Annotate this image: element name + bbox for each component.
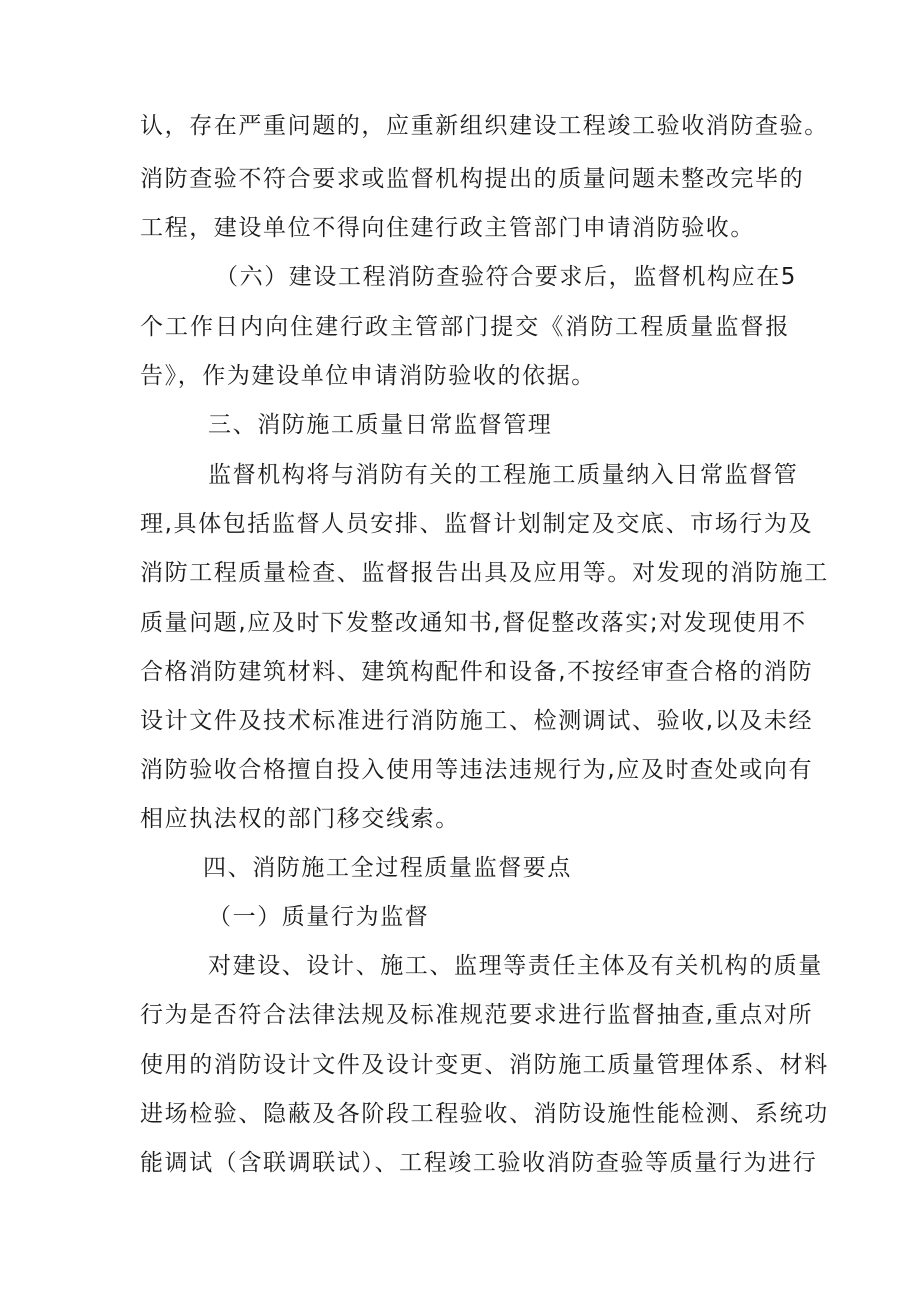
section-heading-4: 四、消防施工全过程质量监督要点 [203,855,572,881]
subsection-heading-1: （一）质量行为监督 [208,904,430,930]
paragraph-line: 告》，作为建设单位申请消防验收的依据。 [140,363,596,389]
paragraph-line: 相应执法权的部门移交线索。 [140,806,460,832]
paragraph-line: 行为是否符合法律法规及标准规范要求进行监督抽查,重点对所 [140,1002,814,1028]
paragraph-line: 消防查验不符合要求或监督机构提出的质量问题未整改完毕的 [140,166,805,192]
paragraph-line: 设计文件及技术标准进行消防施工、检测调试、验收,以及未经 [140,708,814,734]
paragraph-line: 能调试（含联调联试）、工程竣工验收消防查验等质量行为进行 [140,1150,818,1176]
paragraph-line: 工程，建设单位不得向住建行政主管部门申请消防验收。 [140,215,755,241]
paragraph-line: 对建设、设计、施工、监理等责任主体及有关机构的质量 [208,953,823,979]
paragraph-line: 监督机构将与消防有关的工程施工质量纳入日常监督管 [208,462,799,488]
paragraph-line: 个工作日内向住建行政主管部门提交《消防工程质量监督报 [140,314,790,340]
paragraph-line: 认，存在严重问题的，应重新组织建设工程竣工验收消防查验。 [140,113,829,139]
section-heading-6: （六）建设工程消防查验符合要求后，监督机构应在5 [215,264,798,290]
paragraph-line: 合格消防建筑材料、建筑构配件和设备,不按经审查合格的消防 [140,659,814,685]
paragraph-line: 理,具体包括监督人员安排、监督计划制定及交底、市场行为及 [140,511,814,537]
paragraph-line: 进场检验、隐蔽及各阶段工程验收、消防设施性能检测、系统功 [140,1101,829,1127]
paragraph-line: 使用的消防设计文件及设计变更、消防施工质量管理体系、材料 [140,1052,829,1078]
paragraph-line: 质量问题,应及时下发整改通知书,督促整改落实;对发现使用不 [140,610,807,636]
paragraph-line: 消防验收合格擅自投入使用等违法违规行为,应及时查处或向有 [140,757,814,783]
paragraph-line: 消防工程质量检查、监督报告出具及应用等。对发现的消防施工 [140,560,829,586]
section-heading-3: 三、消防施工质量日常监督管理 [208,412,553,438]
